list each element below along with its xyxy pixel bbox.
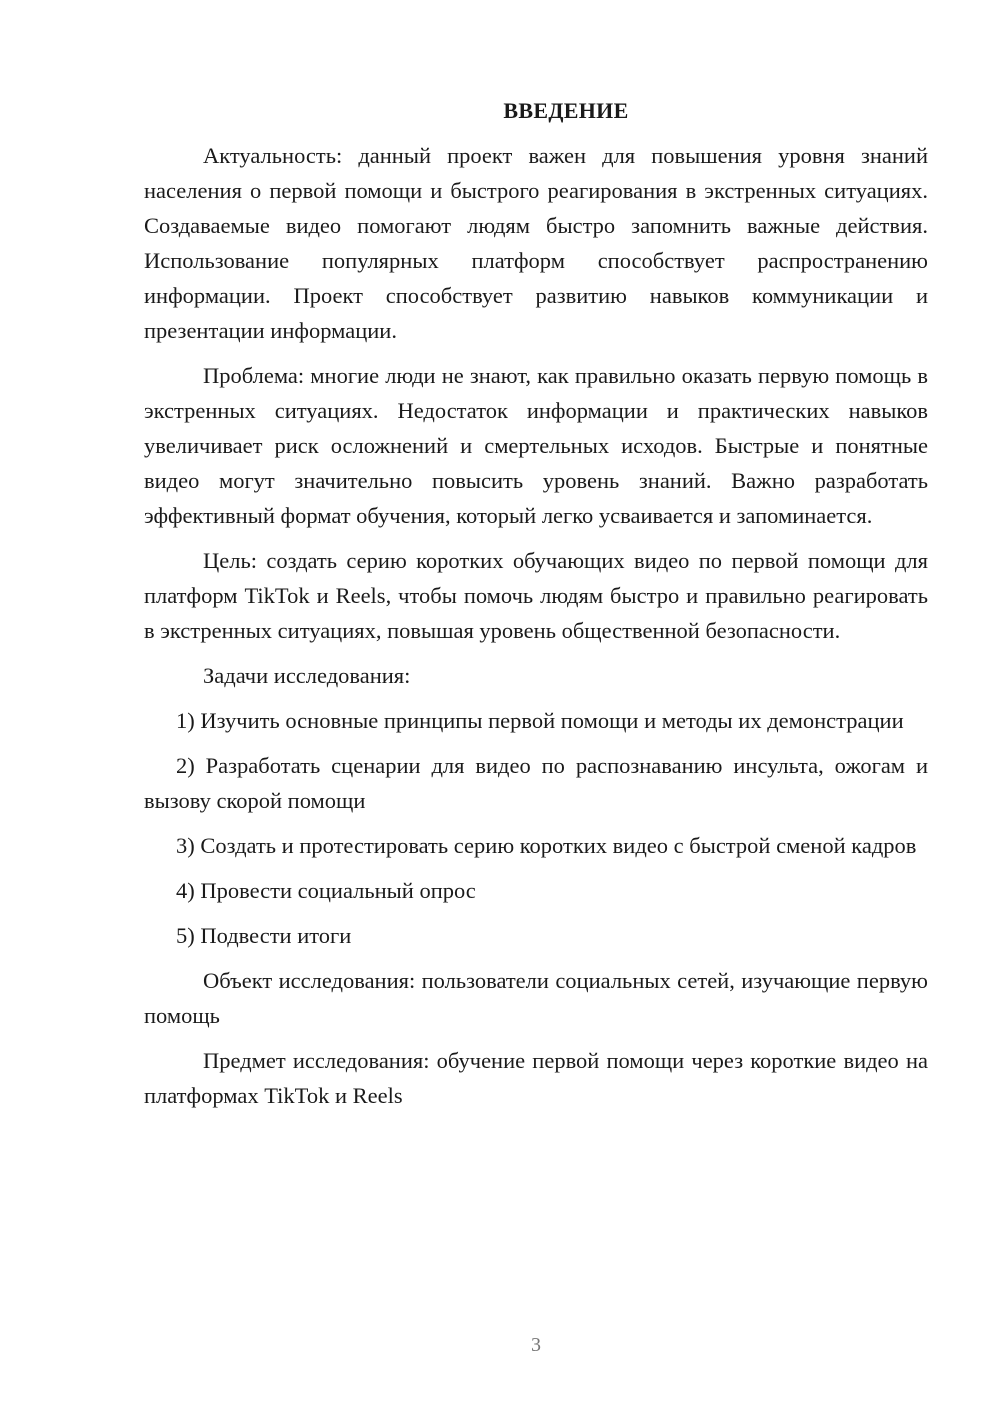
subject-paragraph: Предмет исследования: обучение первой помощи через короткие видео на платформах TikTok и Reels [144, 1048, 928, 1108]
list-item: 2) Разработать сценарии для видео по распознаванию инсульта, ожогам и вызову скорой помощи [144, 753, 928, 813]
list-item: 4) Провести социальный опрос [176, 878, 476, 903]
goal-paragraph: Цель: создать серию коротких обучающих видео по первой помощи для платформ TikTok и Reels, чтобы помочь людям быстро и правильно реагировать в экстренных ситуациях, повышая уровень общественной безопасности. [144, 548, 928, 643]
page-number: 3 [531, 1334, 541, 1356]
list-item: 3) Создать и протестировать серию коротких видео с быстрой сменой кадров [176, 833, 917, 858]
relevance-paragraph: Актуальность: данный проект важен для повышения уровня знаний населения о первой помощи и быстрого реагирования в экстренных ситуациях. Создаваемые видео помогают людям быстро запомнить важные действия. Использование популярных платформ способствует распространению информации. Проект способствует развитию навыков коммуникации и презентации информации. [144, 143, 928, 343]
page-content [144, 96, 928, 1113]
list-item: 5) Подвести итоги [176, 923, 352, 948]
problem-paragraph: Проблема: многие люди не знают, как правильно оказать первую помощь в экстренных ситуациях. Недостаток информации и практических навыков увеличивает риск осложнений и смертельных исходов. Быстрые и понятные видео могут значительно повысить уровень знаний. Важно разработать эффективный формат обучения, который легко усваивается и запоминается. [144, 363, 928, 528]
tasks-heading: Задачи исследования: [203, 663, 411, 688]
object-paragraph: Объект исследования: пользователи социальных сетей, изучающие первую помощь [144, 968, 928, 1028]
list-item: 1) Изучить основные принципы первой помощи и методы их демонстрации [176, 708, 904, 733]
tasks-list [144, 703, 928, 953]
section-title: ВВЕДЕНИЕ [503, 98, 629, 123]
